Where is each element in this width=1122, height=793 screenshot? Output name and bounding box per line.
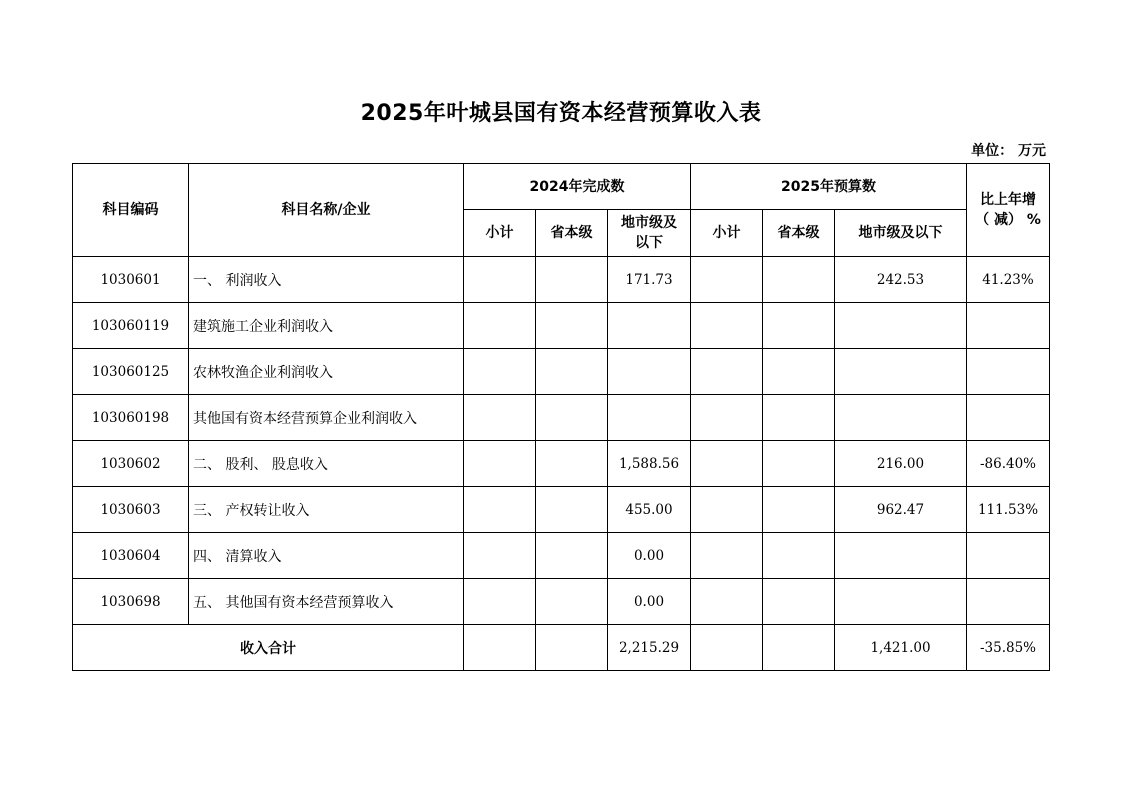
row-change bbox=[967, 303, 1050, 349]
row-name: 五、 其他国有资本经营预算收入 bbox=[189, 579, 464, 625]
row-completed-city: 0.00 bbox=[608, 533, 691, 579]
header-budget-city: 地市级及以下 bbox=[835, 210, 967, 257]
table-row bbox=[73, 533, 1050, 579]
row-budget-subtotal bbox=[691, 533, 763, 579]
table-row bbox=[73, 579, 1050, 625]
header-change-line1: 比上年增 bbox=[980, 192, 1036, 208]
total-budget-subtotal bbox=[691, 625, 763, 671]
row-code: 103060125 bbox=[73, 349, 189, 395]
header-name: 科目名称/企业 bbox=[189, 164, 464, 257]
row-completed-subtotal bbox=[464, 257, 536, 303]
header-change-line2: （ 减） % bbox=[975, 212, 1041, 228]
row-budget-province bbox=[763, 487, 835, 533]
total-label: 收入合计 bbox=[73, 625, 464, 671]
page-title: 2025年叶城县国有资本经营预算收入表 bbox=[360, 101, 762, 126]
row-budget-city bbox=[835, 303, 967, 349]
row-change bbox=[967, 349, 1050, 395]
row-budget-province bbox=[763, 441, 835, 487]
row-completed-subtotal bbox=[464, 303, 536, 349]
row-completed-city: 171.73 bbox=[608, 257, 691, 303]
row-completed-city bbox=[608, 303, 691, 349]
row-completed-city: 455.00 bbox=[608, 487, 691, 533]
header-budget-province: 省本级 bbox=[763, 210, 835, 257]
row-name: 建筑施工企业利润收入 bbox=[189, 303, 464, 349]
row-completed-province bbox=[536, 303, 608, 349]
row-budget-subtotal bbox=[691, 487, 763, 533]
row-change bbox=[967, 395, 1050, 441]
row-code: 103060198 bbox=[73, 395, 189, 441]
row-completed-subtotal bbox=[464, 349, 536, 395]
row-budget-subtotal bbox=[691, 395, 763, 441]
row-budget-city bbox=[835, 349, 967, 395]
header-change bbox=[967, 164, 1050, 257]
row-code: 1030698 bbox=[73, 579, 189, 625]
row-budget-province bbox=[763, 349, 835, 395]
row-budget-city bbox=[835, 395, 967, 441]
row-completed-city: 1,588.56 bbox=[608, 441, 691, 487]
row-name: 二、 股利、 股息收入 bbox=[189, 441, 464, 487]
row-completed-subtotal bbox=[464, 395, 536, 441]
row-code: 1030601 bbox=[73, 257, 189, 303]
row-budget-province bbox=[763, 395, 835, 441]
row-code: 1030602 bbox=[73, 441, 189, 487]
row-name: 三、 产权转让收入 bbox=[189, 487, 464, 533]
row-completed-subtotal bbox=[464, 487, 536, 533]
row-code: 1030603 bbox=[73, 487, 189, 533]
row-budget-subtotal bbox=[691, 349, 763, 395]
header-completed-subtotal: 小计 bbox=[464, 210, 536, 257]
total-completed-city: 2,215.29 bbox=[608, 625, 691, 671]
budget-table bbox=[72, 163, 1050, 671]
header-budget-subtotal: 小计 bbox=[691, 210, 763, 257]
row-completed-city bbox=[608, 395, 691, 441]
row-change: -86.40% bbox=[967, 441, 1050, 487]
row-budget-province bbox=[763, 533, 835, 579]
table-row bbox=[73, 395, 1050, 441]
row-completed-city: 0.00 bbox=[608, 579, 691, 625]
header-city-line1: 地市级及 bbox=[621, 215, 677, 231]
total-budget-city: 1,421.00 bbox=[835, 625, 967, 671]
table-row bbox=[73, 487, 1050, 533]
row-name: 一、 利润收入 bbox=[189, 257, 464, 303]
row-budget-province bbox=[763, 303, 835, 349]
row-budget-city: 242.53 bbox=[835, 257, 967, 303]
row-completed-city bbox=[608, 349, 691, 395]
row-budget-subtotal bbox=[691, 579, 763, 625]
row-completed-province bbox=[536, 579, 608, 625]
table-row bbox=[73, 349, 1050, 395]
row-budget-subtotal bbox=[691, 441, 763, 487]
header-code: 科目编码 bbox=[73, 164, 189, 257]
header-completed-2024: 2024年完成数 bbox=[464, 164, 691, 210]
table-row bbox=[73, 441, 1050, 487]
row-budget-province bbox=[763, 257, 835, 303]
row-completed-subtotal bbox=[464, 441, 536, 487]
row-completed-province bbox=[536, 257, 608, 303]
header-budget-2025: 2025年预算数 bbox=[691, 164, 967, 210]
row-completed-province bbox=[536, 441, 608, 487]
row-completed-province bbox=[536, 349, 608, 395]
row-change bbox=[967, 579, 1050, 625]
header-city-line2: 以下 bbox=[635, 235, 663, 251]
total-budget-province bbox=[763, 625, 835, 671]
row-budget-subtotal bbox=[691, 257, 763, 303]
total-completed-province bbox=[536, 625, 608, 671]
row-change: 41.23% bbox=[967, 257, 1050, 303]
row-completed-subtotal bbox=[464, 533, 536, 579]
total-completed-subtotal bbox=[464, 625, 536, 671]
row-budget-city bbox=[835, 533, 967, 579]
table-row bbox=[73, 257, 1050, 303]
row-completed-subtotal bbox=[464, 579, 536, 625]
row-name: 其他国有资本经营预算企业利润收入 bbox=[189, 395, 464, 441]
row-budget-province bbox=[763, 579, 835, 625]
row-change bbox=[967, 533, 1050, 579]
header-completed-province: 省本级 bbox=[536, 210, 608, 257]
row-name: 四、 清算收入 bbox=[189, 533, 464, 579]
row-budget-subtotal bbox=[691, 303, 763, 349]
row-budget-city bbox=[835, 579, 967, 625]
row-code: 103060119 bbox=[73, 303, 189, 349]
row-completed-province bbox=[536, 487, 608, 533]
total-row bbox=[73, 625, 1050, 671]
unit-label: 单位： 万元 bbox=[971, 143, 1046, 159]
row-budget-city: 962.47 bbox=[835, 487, 967, 533]
header-completed-city bbox=[608, 210, 691, 257]
table-row bbox=[73, 303, 1050, 349]
row-completed-province bbox=[536, 395, 608, 441]
row-completed-province bbox=[536, 533, 608, 579]
row-name: 农林牧渔企业利润收入 bbox=[189, 349, 464, 395]
row-change: 111.53% bbox=[967, 487, 1050, 533]
row-code: 1030604 bbox=[73, 533, 189, 579]
row-budget-city: 216.00 bbox=[835, 441, 967, 487]
total-change: -35.85% bbox=[967, 625, 1050, 671]
